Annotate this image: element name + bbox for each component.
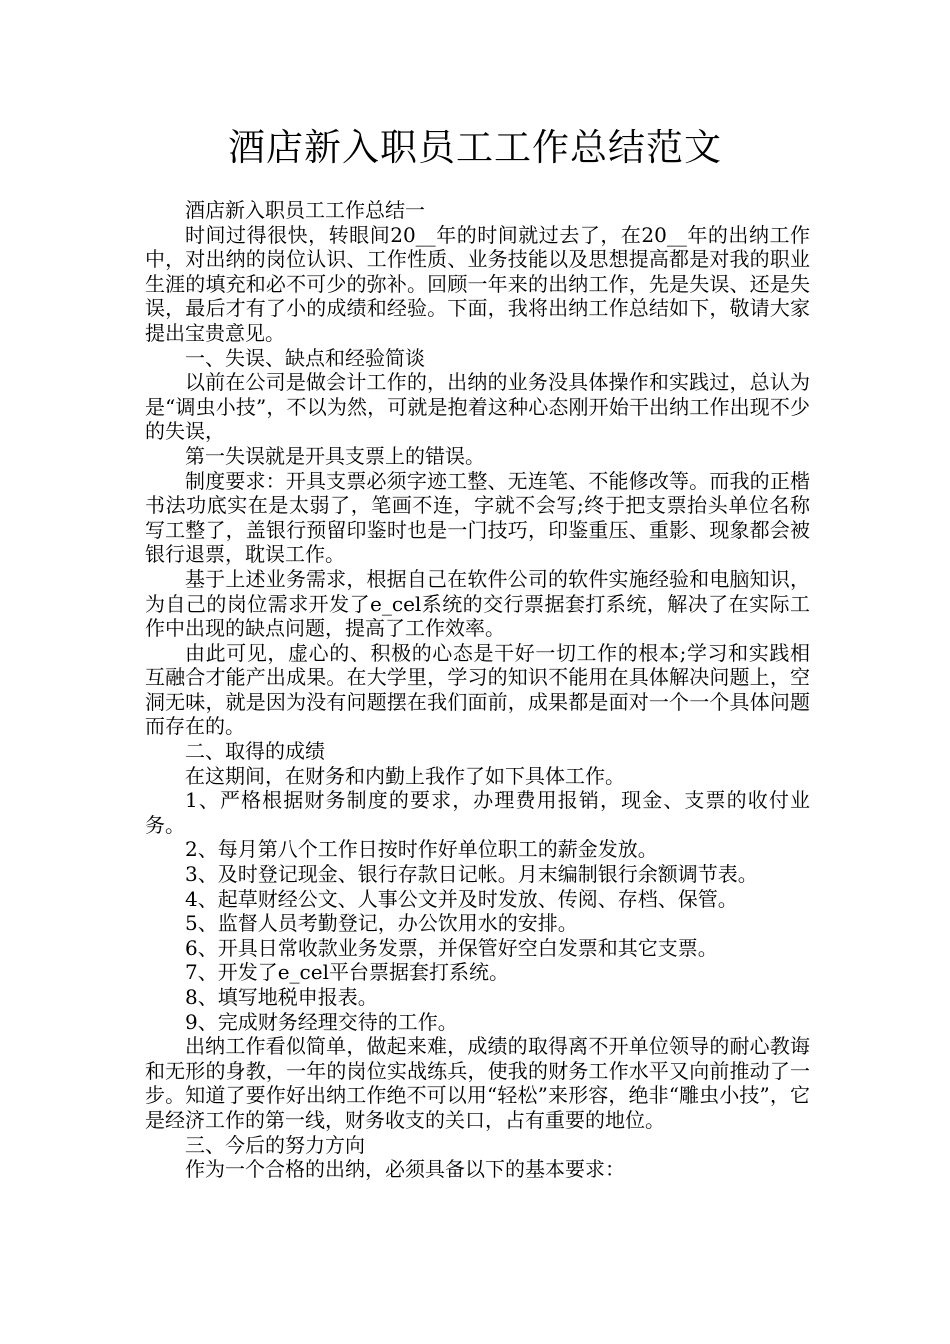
paragraph: 在这期间，在财务和内勤上我作了如下具体工作。 — [185, 763, 625, 788]
document-title: 酒店新入职员工工作总结范文 — [228, 126, 722, 169]
paragraph: 以前在公司是做会计工作的，出纳的业务没具体操作和实践过，总认为是“调虫小技”，不以为然，可就是抱着这种心态刚开始干出纳工作出现不少的失误， — [145, 370, 810, 444]
paragraph: 基于上述业务需求，根据自己在软件公司的软件实施经验和电脑知识，为自己的岗位需求开发了e_cel系统的交行票据套打系统，解决了在实际工作中出现的缺点问题，提高了工作效率。 — [145, 566, 810, 641]
list-item: 8、填写地税申报表。 — [185, 985, 378, 1009]
section-heading: 一、失误、缺点和经验简谈 — [185, 345, 425, 370]
paragraph: 由此可见，虚心的、积极的心态是干好一切工作的根本;学习和实践相互融合才能产出成果。在大学里，学习的知识不能用在具体解决问题上，空洞无味，就是因为没有问题摆在我们面前，成果都是面对一个一个具体问题而存在的。 — [145, 640, 810, 739]
list-item: 4、起草财经公文、人事公文并及时发放、传阅、存档、保管。 — [185, 886, 738, 911]
document-body — [145, 198, 810, 1182]
paragraph: 时间过得很快，转眼间20__年的时间就过去了，在20__年的出纳工作中，对出纳的岗位认识、工作性质、业务技能以及思想提高都是对我的职业生涯的填充和必不可少的弥补。回顾一年来的出纳工作，先是失误、还是失误，最后才有了小的成绩和经验。下面，我将出纳工作总结如下，敬请大家提出宝贵意见。 — [145, 222, 810, 345]
list-item: 3、及时登记现金、银行存款日记帐。月末编制银行余额调节表。 — [185, 862, 758, 887]
paragraph: 酒店新入职员工工作总结一 — [185, 198, 425, 222]
paragraph: 第一失误就是开具支票上的错误。 — [185, 443, 485, 468]
paragraph: 制度要求：开具支票必须字迹工整、无连笔、不能修改等。而我的正楷书法功底实在是太弱了，笔画不连，字就不会写;终于把支票抬头单位名称写工整了，盖银行预留印鉴时也是一门技巧，印鉴重压、重影、现象都会被银行退票，耽误工作。 — [145, 468, 810, 567]
list-item: 5、监督人员考勤登记，办公饮用水的安排。 — [185, 911, 578, 936]
section-heading: 三、今后的努力方向 — [185, 1132, 365, 1157]
list-item: 1、严格根据财务制度的要求，办理费用报销，现金、支票的收付业务。 — [145, 788, 810, 837]
paragraph: 出纳工作看似简单，做起来难，成绩的取得离不开单位领导的耐心教诲和无形的身教，一年的岗位实战练兵，使我的财务工作水平又向前推动了一步。知道了要作好出纳工作绝不可以用“轻松”来形容，绝非“雕虫小技”，它是经济工作的第一线，财务收支的关口，占有重要的地位。 — [145, 1034, 810, 1132]
list-item: 9、完成财务经理交待的工作。 — [185, 1009, 458, 1034]
section-heading: 二、取得的成绩 — [185, 739, 325, 764]
list-item: 6、开具日常收款业务发票，并保管好空白发票和其它支票。 — [185, 935, 718, 960]
list-item: 2、每月第八个工作日按时作好单位职工的薪金发放。 — [185, 837, 658, 862]
paragraph: 作为一个合格的出纳，必须具备以下的基本要求： — [185, 1157, 625, 1182]
list-item: 7、开发了e_cel平台票据套打系统。 — [185, 960, 509, 985]
